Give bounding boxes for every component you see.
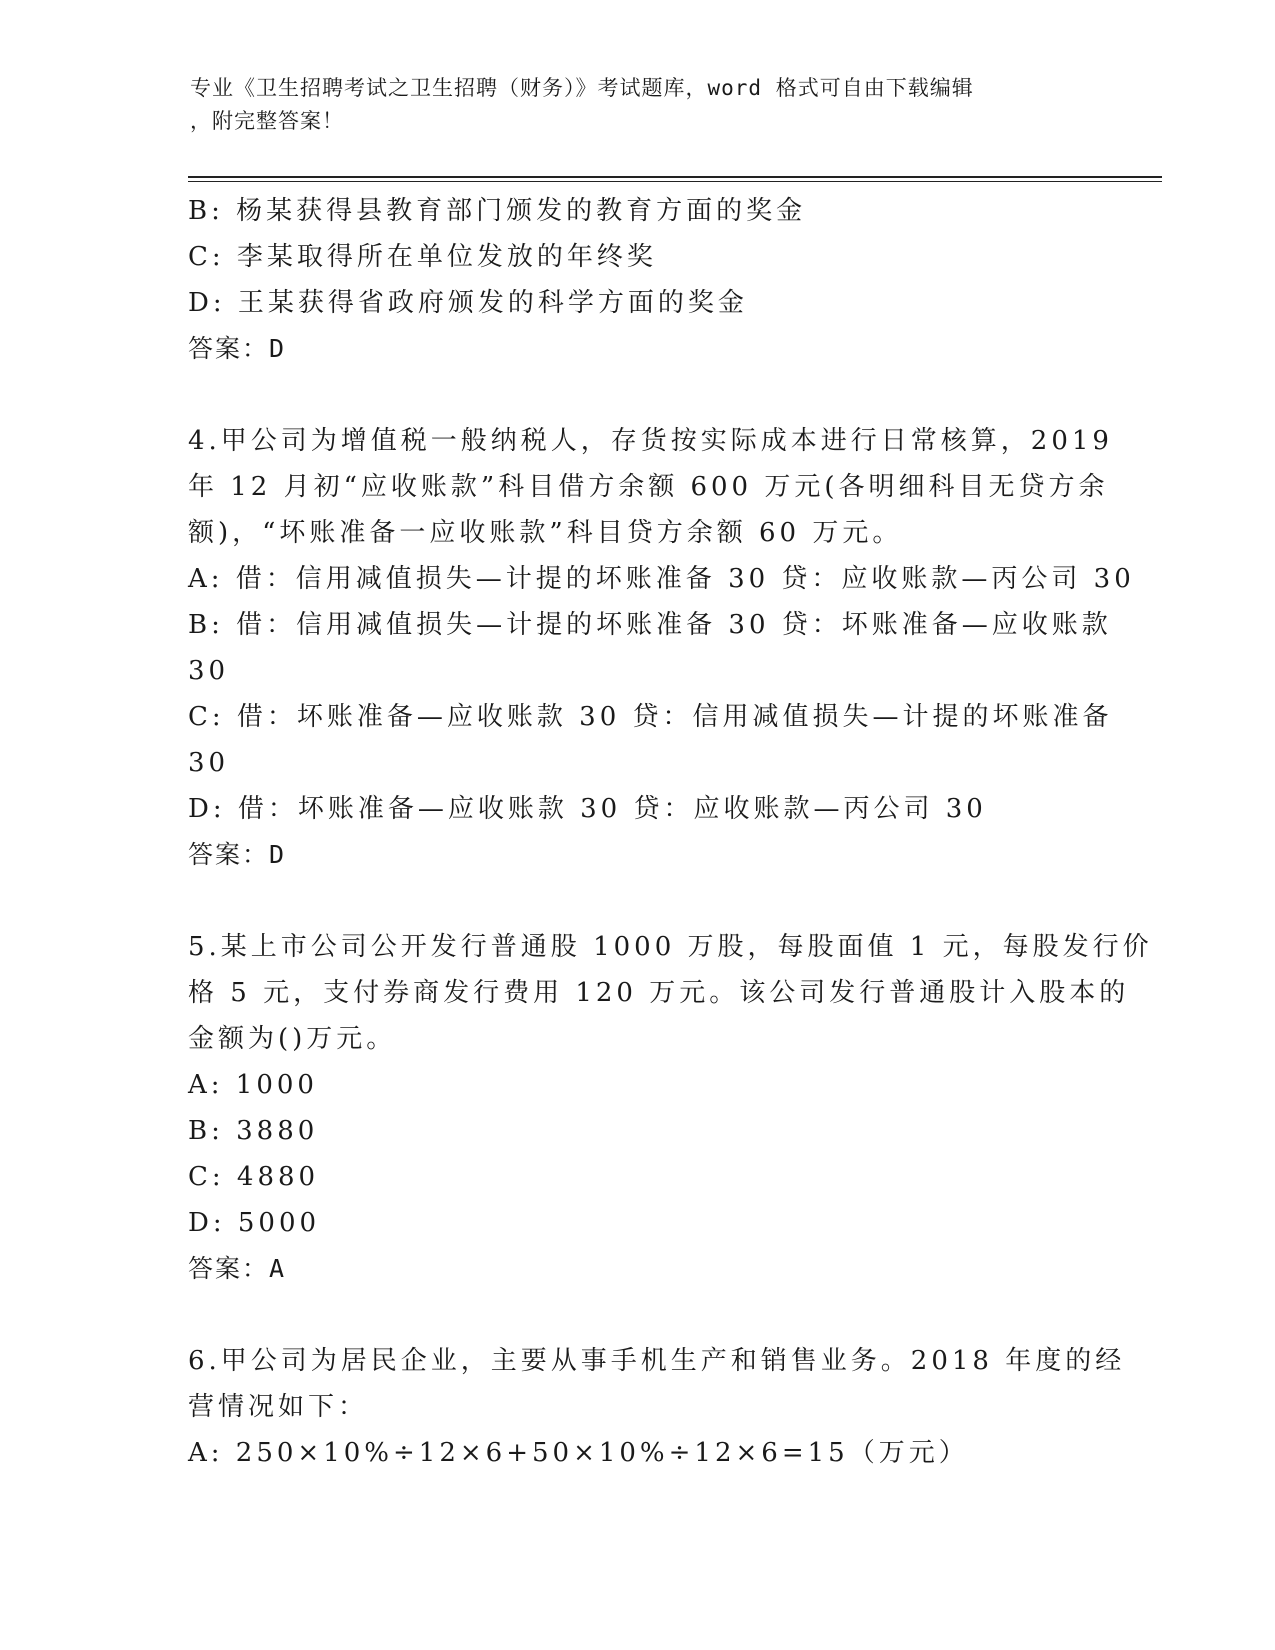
option-b: B: 杨某获得县教育部门颁发的教育方面的奖金 [188,196,807,226]
header-divider-thin [188,181,1162,182]
option-a: A: 1000 [188,1070,318,1100]
question-stem: 5.某上市公司公开发行普通股 1000 万股，每股面值 1 元，每股发行价 [188,932,1153,962]
question-stem: 格 5 元，支付券商发行费用 120 万元。该公司发行普通股计入股本的 [188,978,1130,1008]
option-d: D: 王某获得省政府颁发的科学方面的奖金 [188,288,748,318]
question-stem: 营情况如下： [188,1392,369,1422]
option-a: A: 250×10%÷12×6+50×10%÷12×6=15（万元） [188,1438,969,1468]
question-stem: 6.甲公司为居民企业，主要从事手机生产和销售业务。2018 年度的经 [188,1346,1126,1376]
option-c: C: 借：坏账准备—应收账款 30 贷：信用减值损失—计提的坏账准备 [188,702,1113,732]
option-d: D: 借：坏账准备—应收账款 30 贷：应收账款—丙公司 30 [188,794,987,824]
option-c-cont: 30 [188,748,230,778]
option-c: C: 李某取得所在单位发放的年终奖 [188,242,657,272]
question-6 [188,1338,1126,1476]
question-4 [188,418,1135,878]
page-header [190,72,1080,138]
option-b: B: 借：信用减值损失—计提的坏账准备 30 贷：坏账准备—应收账款 [188,610,1112,640]
header-title-line-2: ，附完整答案！ [190,109,344,133]
option-b: B: 3880 [188,1116,319,1146]
header-title-line: 专业《卫生招聘考试之卫生招聘（财务）》考试题库，word 格式可自由下载编辑 [190,76,974,100]
header-divider [188,176,1162,178]
option-b-cont: 30 [188,656,230,686]
question-3-continued [188,188,1078,372]
question-stem: 额)，“坏账准备一应收账款”科目贷方余额 60 万元。 [188,518,903,548]
answer: 答案：D [188,840,287,869]
answer: 答案：D [188,334,287,363]
answer: 答案：A [188,1254,287,1283]
question-5 [188,924,1153,1292]
question-stem: 4.甲公司为增值税一般纳税人，存货按实际成本进行日常核算，2019 [188,426,1113,456]
option-a: A: 借：信用减值损失—计提的坏账准备 30 贷：应收账款—丙公司 30 [188,564,1135,594]
document-body [188,188,1153,1476]
question-stem: 年 12 月初“应收账款”科目借方余额 600 万元(各明细科目无贷方余 [188,472,1109,502]
option-d: D: 5000 [188,1208,321,1238]
option-c: C: 4880 [188,1162,320,1192]
question-stem: 金额为()万元。 [188,1024,397,1054]
